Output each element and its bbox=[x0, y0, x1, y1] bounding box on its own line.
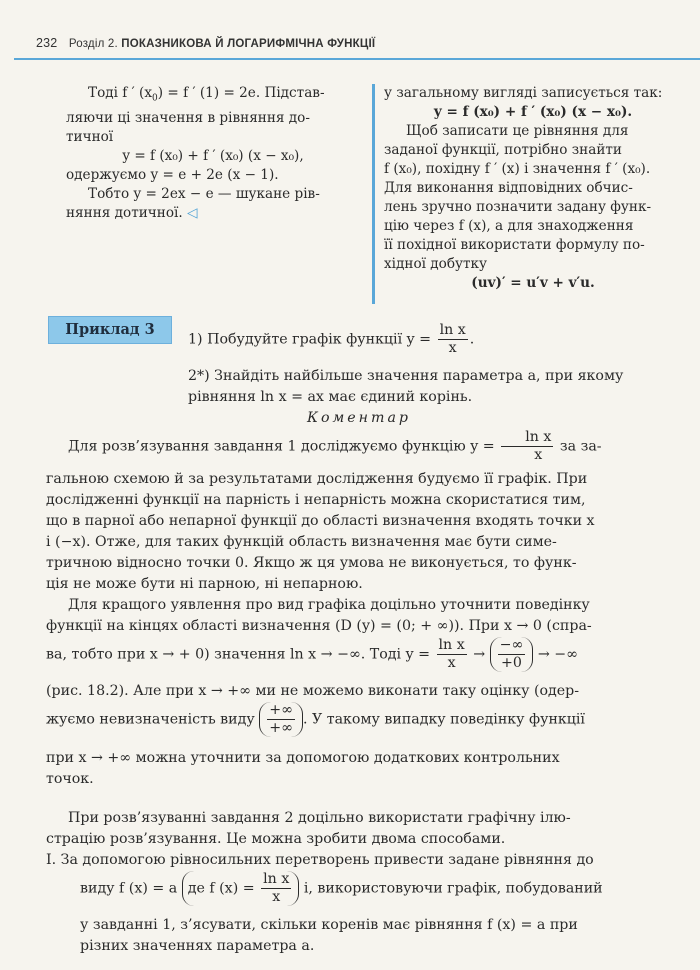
right-column bbox=[384, 84, 682, 293]
paragraph-line: гальною схемою й за результатами дослідження будуємо її графік. При bbox=[46, 471, 588, 487]
paragraph-line: функції на кінцях області визначення (D (y) = (0; + ∞)). При x → 0 (спра- bbox=[46, 618, 592, 634]
paragraph-line: при x → +∞ можна уточнити за допомогою додаткових контрольних bbox=[46, 750, 560, 766]
paragraph-line: (рис. 18.2). Але при x → +∞ ми не можемо виконати таку оцінку (одер- bbox=[46, 683, 580, 699]
main-text bbox=[46, 322, 672, 957]
paragraph-line: Для кращого уявлення про вид графіка доцільно уточнити поведінку bbox=[68, 597, 590, 613]
right-line: Щоб записати це рівняння для bbox=[406, 123, 629, 139]
paragraph-line: різних значеннях параметра a. bbox=[80, 938, 315, 954]
column-divider bbox=[372, 84, 375, 304]
left-line: ляючи ці значення в рівняння до- bbox=[66, 109, 310, 126]
right-line: f (x₀), похідну f ′ (x) і значення f ′ (x₀). bbox=[384, 161, 651, 177]
paragraph-line: При розв’язуванні завдання 2 доцільно використати графічну ілю- bbox=[68, 810, 571, 826]
limit-paren: $\frac{-\infty}{+0}$ bbox=[490, 637, 534, 672]
paragraph-line: тричною відносно точки 0. Якщо ж ця умова не виконується, то функ- bbox=[46, 555, 577, 571]
paragraph-line: страцію розв’язування. Це можна зробити двома способами. bbox=[46, 831, 506, 847]
running-header bbox=[36, 36, 375, 50]
right-line: заданої функції, потрібно знайти bbox=[384, 142, 622, 158]
task-2-cont: рівняння ln x = ax має єдиний корінь. bbox=[188, 389, 473, 405]
indeterminate-paren: $\frac{+\infty}{+\infty}$ bbox=[259, 702, 303, 737]
formula-fraction: $\frac{\text{ln x}}{x}$ bbox=[438, 637, 465, 671]
product-rule-formula: (uv)′ = u′v + v′u. bbox=[471, 275, 595, 291]
paragraph-line: ція не може бути ні парною, ні непарною. bbox=[46, 576, 363, 592]
right-line: цію через f (x), а для знаходження bbox=[384, 218, 634, 234]
section-title: ПОКАЗНИКОВА Й ЛОГАРИФМІЧНА ФУНКЦІЇ bbox=[121, 38, 376, 50]
tangent-equation: y = f (x₀) + f ′ (x₀) (x − x₀), bbox=[122, 147, 304, 164]
general-tangent-equation: y = f (x₀) + f ′ (x₀) (x − x₀). bbox=[433, 104, 633, 120]
left-line: тичної bbox=[66, 128, 114, 145]
header-rule bbox=[14, 58, 700, 60]
paragraph-line: що в парної або непарної функції до області визначення входять точки x bbox=[46, 513, 595, 529]
formula-fraction: $\frac{\text{ln x}}{x}$ bbox=[501, 429, 553, 464]
paragraph-line: і (−x). Отже, для таких функцій область визначення має бути симе- bbox=[46, 534, 557, 550]
right-line: її похідної використати формулу по- bbox=[384, 237, 645, 253]
paragraph-line: дослідженні функції на парність і непарність можна скористатися тим, bbox=[46, 492, 586, 508]
right-line: хідної добутку bbox=[384, 256, 488, 272]
right-line: лень зручно позначити задану функ- bbox=[384, 199, 652, 215]
paragraph-line: точок. bbox=[46, 771, 94, 787]
indeterminate-line: жуємо невизначеність виду $\frac{+\infty}{+\infty}$ . У такому випадку поведінку функції bbox=[46, 702, 585, 736]
left-column bbox=[66, 84, 360, 223]
left-line: Тобто y = 2ex − e — шукане рів- bbox=[88, 185, 320, 202]
example-label: Приклад 3 bbox=[65, 321, 155, 338]
comment-title: Коментар bbox=[306, 410, 412, 426]
task-1: 1) Побудуйте графік функції y = $\frac{\text{ln x}}{x}$ . bbox=[188, 322, 475, 356]
end-of-solution-icon: ◁ bbox=[187, 204, 198, 221]
right-line: у загальному вигляді записується так: bbox=[384, 85, 663, 101]
task-2: 2*) Знайдіть найбільше значення параметра a, при якому bbox=[188, 368, 624, 384]
method-paren: де f (x) = $\frac{\text{ln x}}{x}$ bbox=[182, 871, 300, 906]
section-label: Розділ 2. bbox=[68, 38, 118, 50]
paragraph-1-line: Для розв’язування завдання 1 досліджуємо функцію y = $\frac{\text{ln x}}{x}$ за за- bbox=[68, 429, 602, 463]
left-line: Тоді f ′ $(x_0) = f$ ′ (1) = 2e. Підстав- bbox=[88, 85, 325, 104]
limit-line: ва, тобто при x → + 0) значення ln x → −∞. Тоді y = $\frac{\text{ln x}}{x}$ → $\frac{-\infty}{+0}$ → −∞ bbox=[46, 637, 578, 671]
page-number: 232 bbox=[36, 36, 58, 50]
method-1-formula-line: виду f (x) = a де f (x) = $\frac{\text{ln x}}{x}$ і, використовуючи графік, побудований bbox=[80, 871, 603, 905]
left-line: одержуємо y = e + 2e (x − 1). bbox=[66, 166, 279, 183]
method-1: I. За допомогою рівносильних перетворень привести задане рівняння до bbox=[46, 852, 594, 868]
left-line: няння дотичної. ◁ bbox=[66, 204, 198, 221]
paragraph-line: у завданні 1, з’ясувати, скільки коренів має рівняння f (x) = a при bbox=[80, 917, 578, 933]
right-line: Для виконання відповідних обчис- bbox=[384, 180, 633, 196]
formula-fraction: $\frac{\text{ln x}}{x}$ bbox=[439, 322, 466, 356]
